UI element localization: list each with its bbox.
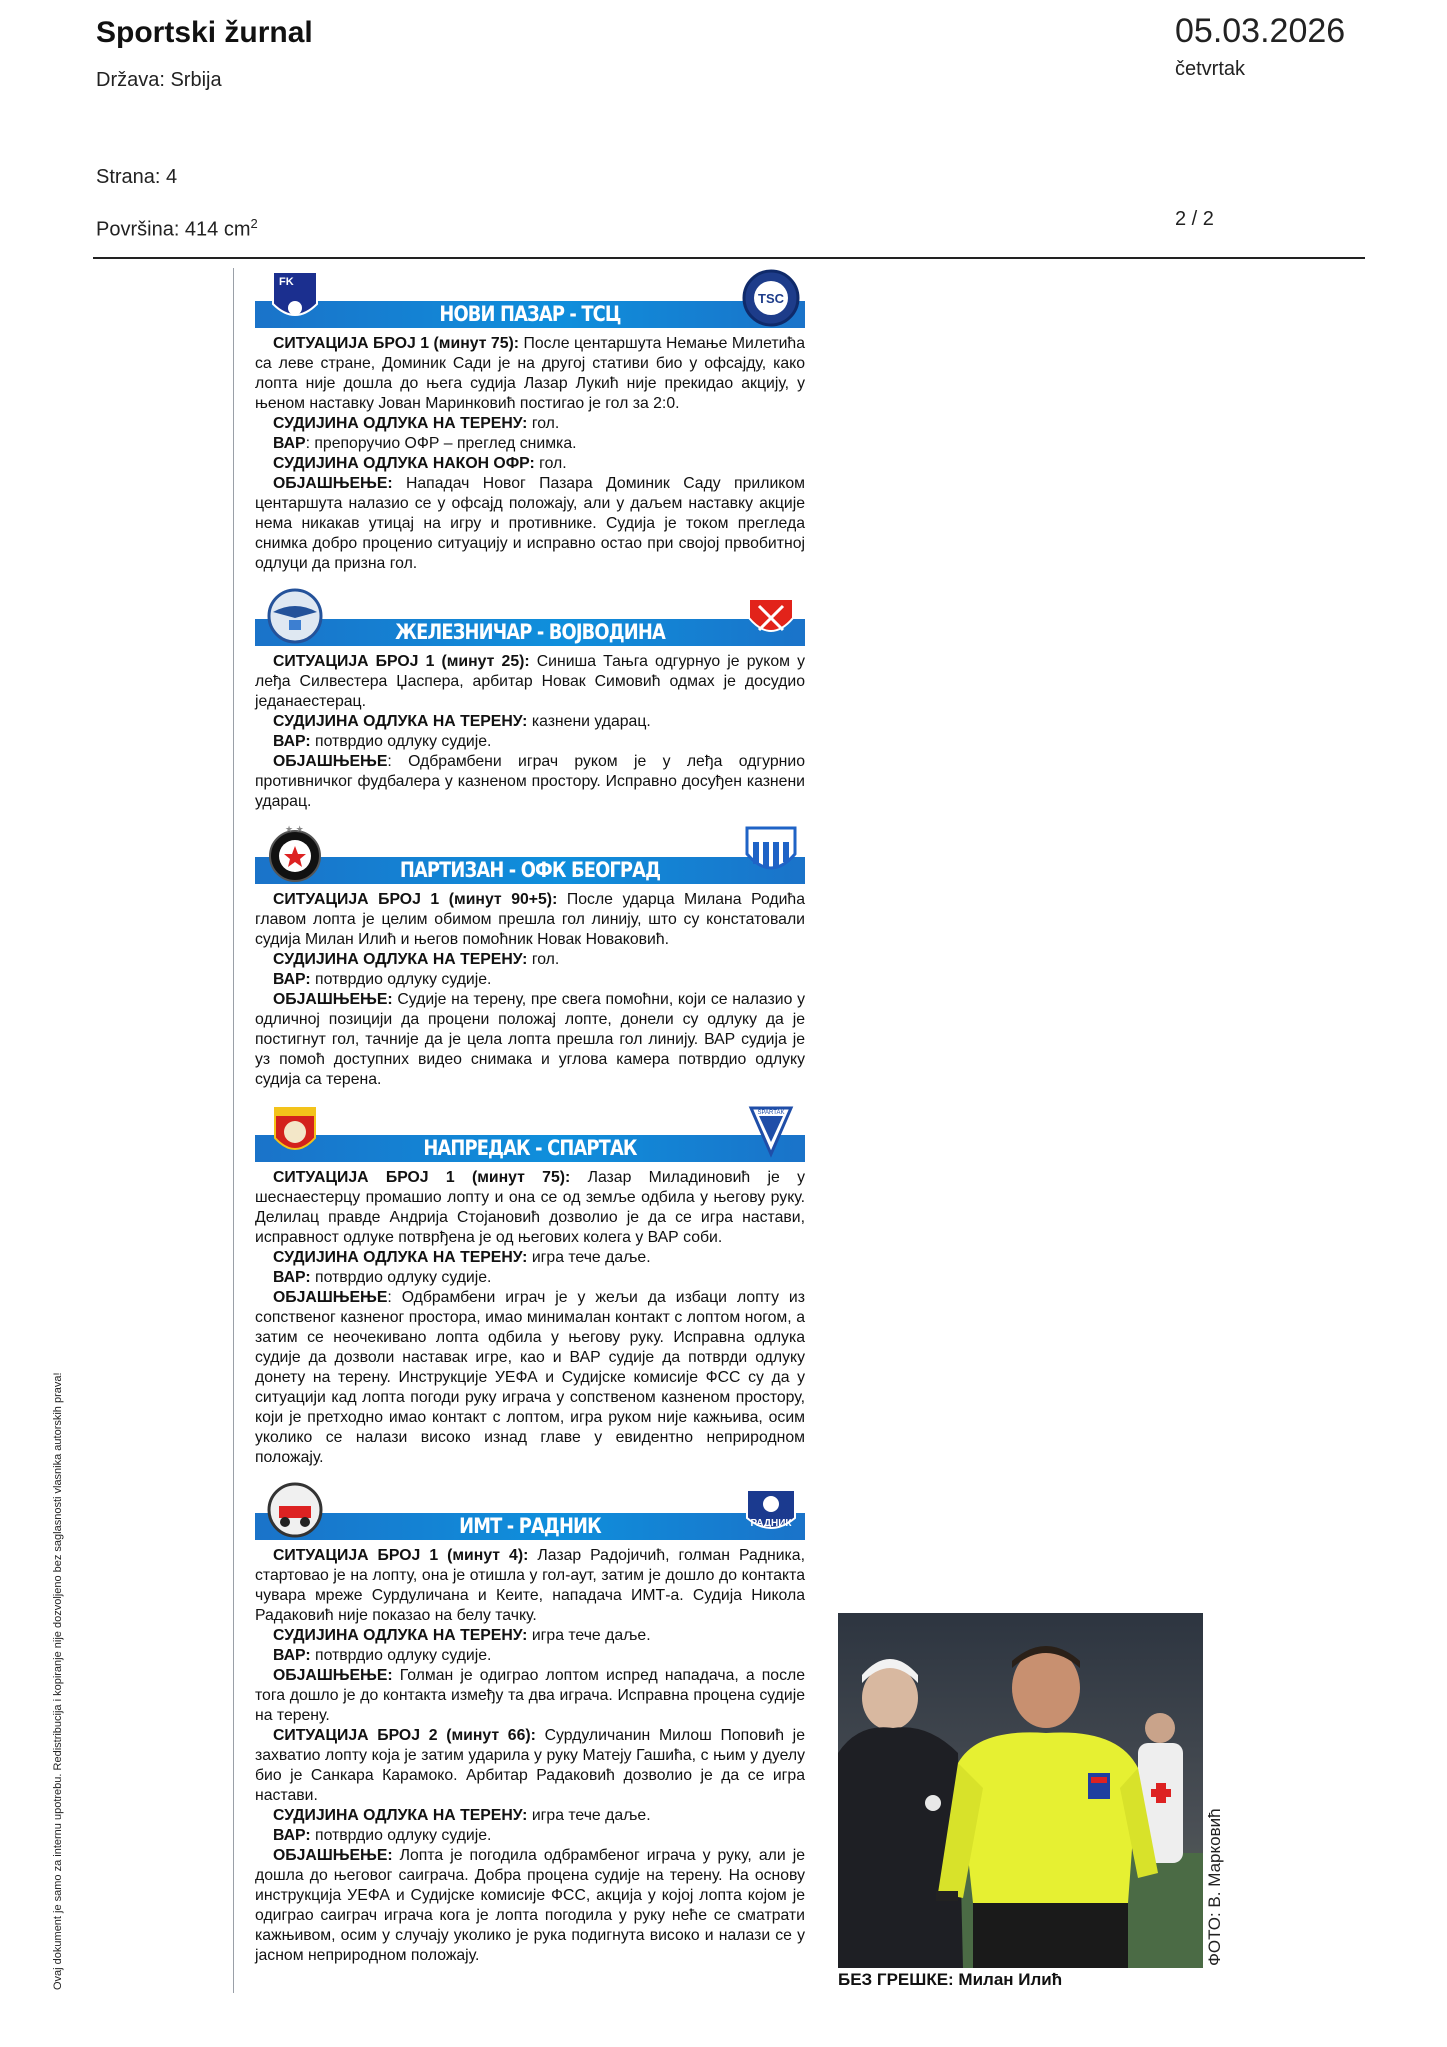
paragraph-text: Сурдуличанин Милош Поповић је захватио лопту која је затим ударила у руку Матеју Гашића, с њим у дуелу био је Санкара Карамоко. Арбитар Радаковић дозволио је да се игра настави. bbox=[255, 1727, 805, 1804]
article-paragraph bbox=[255, 1288, 805, 1468]
article-paragraph bbox=[255, 652, 805, 712]
match-section bbox=[255, 586, 805, 824]
article-paragraph bbox=[255, 334, 805, 414]
paragraph-label: ВАР bbox=[273, 435, 306, 452]
paragraph-text: потврдио одлуку судије. bbox=[310, 971, 492, 988]
paragraph-text: гол. bbox=[527, 951, 560, 968]
paragraph-label: ОБЈАШЊЕЊЕ: bbox=[273, 1847, 393, 1864]
article-paragraph bbox=[255, 1806, 805, 1826]
header-divider bbox=[93, 257, 1365, 259]
article-paragraph bbox=[255, 752, 805, 812]
paragraph-text: потврдио одлуку судије. bbox=[310, 1827, 492, 1844]
paragraph-label: ОБЈАШЊЕЊЕ: bbox=[273, 1667, 393, 1684]
article-paragraph bbox=[255, 950, 805, 970]
paragraph-label: СУДИЈИНА ОДЛУКА НА ТЕРЕНУ: bbox=[273, 951, 528, 968]
paragraph-text: потврдио одлуку судије. bbox=[310, 1269, 492, 1286]
article-paragraph bbox=[255, 1626, 805, 1646]
paragraph-label: СИТУАЦИЈА БРОЈ 1 (минут 4): bbox=[273, 1547, 529, 1564]
article-paragraph bbox=[255, 1248, 805, 1268]
match-title: НОВИ ПАЗАР - ТСЦ bbox=[439, 302, 621, 326]
article-column bbox=[255, 268, 805, 1978]
paragraph-text: : Одбрамбени играч руком је у леђа одгурнио противничког фудбалера у казненом простору. Исправно досуђен казнени ударац. bbox=[255, 753, 805, 810]
paragraph-text: потврдио одлуку судије. bbox=[310, 1647, 492, 1664]
paragraph-text: После ударца Милана Родића главом лопта је целим обимом прешла гол линију, што су констатовали судија Милан Илић и његов помоћник Новак Новаковић. bbox=[255, 891, 805, 948]
match-title: ПАРТИЗАН - ОФК БЕОГРАД bbox=[399, 858, 661, 882]
issue-weekday: četvrtak bbox=[1175, 58, 1246, 80]
paragraph-text: : Одбрамбени играч је у жељи да избаци лопту из сопственог казненог простора, имао минималан контакт с лоптом ногом, а затим се неочекивано лопта одбила у његову руку. Исправна одлука судије да дозволи наставак игре, као и ВАР судије да потврди одлуку донету на терену. Инструкције УЕФА и Судијске комисије ФСС су да у ситуацији кад лопта погоди руку играча у сопственом казненом простору, који је претходно имао контакт с лоптом, игра руком није кажњива, осим уколико се налази високо изнад главе у евидентно неприродном положају. bbox=[255, 1289, 805, 1466]
section-gap bbox=[255, 1468, 805, 1480]
logo-stars: ★ ★ bbox=[285, 824, 304, 834]
paragraph-label: СУДИЈИНА ОДЛУКА НА ТЕРЕНУ: bbox=[273, 713, 528, 730]
article-paragraph bbox=[255, 1268, 805, 1288]
article-paragraph bbox=[255, 1846, 805, 1966]
article-paragraph bbox=[255, 1546, 805, 1626]
page-number-label: Strana: 4 bbox=[96, 166, 178, 188]
paragraph-label: СУДИЈИНА ОДЛУКА НА ТЕРЕНУ: bbox=[273, 415, 528, 432]
photo-caption: БЕЗ ГРЕШКЕ: Милан Илић bbox=[838, 1970, 1063, 1989]
page-counter: 2 / 2 bbox=[1175, 208, 1214, 230]
paragraph-label: ОБЈАШЊЕЊЕ bbox=[273, 1289, 388, 1306]
match-banner bbox=[255, 824, 805, 886]
paragraph-text: : препоручио ОФР – преглед снимка. bbox=[305, 435, 577, 452]
paragraph-text: игра тече даље. bbox=[527, 1249, 651, 1266]
match-banner bbox=[255, 1102, 805, 1164]
issue-date: 05.03.2026 bbox=[1175, 12, 1346, 50]
paragraph-text: Лопта је погодила одбрамбеног играча у руку, али је дошла до његовог саигрaча. Добра процена судије на терену. На основу инструкција УЕФА и Судијске комисије ФСС, акција у којој лопта којом је одиграо саиграч играча кога је лопта погодила у руку неће се сматрати кажњивом, осим у случају уколико је рука подигнута високо и налази се у јасном неприродном положају. bbox=[255, 1847, 805, 1964]
article-paragraph bbox=[255, 1646, 805, 1666]
zeleznicar-logo bbox=[263, 586, 327, 646]
paragraph-label: СУДИЈИНА ОДЛУКА НА ТЕРЕНУ: bbox=[273, 1807, 528, 1824]
paragraph-text: Нападач Новог Пазара Доминик Саду приликом центаршута налазио се у офсајд положају, али у даљем наставку акције нема никакав утицај на игру и противнике. Судија је током прегледа снимка добро проценио ситуацију и исправно остао при својој првобитној одлуци да призна гол. bbox=[255, 475, 805, 572]
section-gap bbox=[255, 1090, 805, 1102]
paragraph-text: Лазар Миладиновић је у шеснаестерцу промашио лопту и она се од земље одбила у његову руку. Делилац правде Андрија Стојановић дозволио је да се игра настави, исправност одлуке потврђена је од његових колега у ВАР соби. bbox=[255, 1169, 805, 1246]
paragraph-label: СИТУАЦИЈА БРОЈ 1 (минут 75): bbox=[273, 1169, 571, 1186]
radnik-logo bbox=[739, 1480, 803, 1540]
partizan-logo bbox=[263, 824, 327, 884]
paragraph-label: СИТУАЦИЈА БРОЈ 1 (минут 25): bbox=[273, 653, 530, 670]
article-paragraph bbox=[255, 990, 805, 1090]
paragraph-label: ВАР: bbox=[273, 1269, 311, 1286]
paragraph-text: гол. bbox=[534, 455, 567, 472]
logo-text: РАДНИК bbox=[750, 1518, 792, 1529]
match-section bbox=[255, 1480, 805, 1978]
article-paragraph bbox=[255, 712, 805, 732]
paragraph-text: игра тече даље. bbox=[527, 1807, 651, 1824]
match-title: ИМТ - РАДНИК bbox=[459, 1514, 601, 1538]
paragraph-text: игра тече даље. bbox=[527, 1627, 651, 1644]
logo-text: SPARTAK bbox=[757, 1110, 785, 1116]
article-paragraph bbox=[255, 1168, 805, 1248]
match-section bbox=[255, 1102, 805, 1480]
paragraph-text: После центаршута Немање Милетића са леве стране, Доминик Сади је на другој стативи био у офсајду, како лопта није дошла до њега судија Лазар Лукић није прекидао акцију, у њеном наставку Јован Маринковић постигао је гол за 2:0. bbox=[255, 335, 805, 412]
article-paragraph bbox=[255, 1826, 805, 1846]
paragraph-text: гол. bbox=[527, 415, 560, 432]
logo-text: TSC bbox=[758, 291, 784, 306]
paragraph-label: ОБЈАШЊЕЊЕ bbox=[273, 753, 388, 770]
paragraph-label: СИТУАЦИЈА БРОЈ 1 (минут 90+5): bbox=[273, 891, 558, 908]
section-gap bbox=[255, 574, 805, 586]
article-paragraph bbox=[255, 454, 805, 474]
match-banner bbox=[255, 586, 805, 648]
napredak-logo bbox=[263, 1102, 327, 1162]
paragraph-text: Судије на терену, пре свега помоћни, који се налазио у одличној позицији да процени положај лопте, донели су одлуку да је постигнут гол, тачније да је цела лопта прешла гол линију. ВАР судија је уз помоћ доступних видео снимака и углова камера потврдио одлуку судија са терена. bbox=[255, 991, 805, 1088]
paragraph-label: СИТУАЦИЈА БРОЈ 2 (минут 66): bbox=[273, 1727, 536, 1744]
section-gap bbox=[255, 812, 805, 824]
paragraph-label: ВАР: bbox=[273, 971, 311, 988]
article-paragraph bbox=[255, 434, 805, 454]
article-paragraph bbox=[255, 732, 805, 752]
copyright-side-note: Ovaj dokument je samo za internu upotrebu. Redistribucija i kopiranje nije dozvoljeno bez saglasnosti vlasnika autorskih prava! bbox=[52, 1372, 64, 1990]
referee-photo bbox=[838, 1613, 1203, 1968]
article-paragraph bbox=[255, 1726, 805, 1806]
paragraph-label: ВАР: bbox=[273, 1647, 311, 1664]
vojvodina-logo bbox=[739, 586, 803, 646]
paragraph-label: СИТУАЦИЈА БРОЈ 1 (минут 75): bbox=[273, 335, 520, 352]
match-section bbox=[255, 268, 805, 586]
referee-photo-image bbox=[838, 1613, 1203, 1968]
paragraph-label: СУДИЈИНА ОДЛУКА НАКОН ОФР: bbox=[273, 455, 535, 472]
novi-pazar-logo bbox=[263, 268, 327, 328]
paragraph-label: ОБЈАШЊЕЊЕ: bbox=[273, 991, 393, 1008]
article-paragraph bbox=[255, 474, 805, 574]
paragraph-text: Лазар Радојичић, голман Радника, стартовао је на лопту, она је отишла у гол-аут, затим је дошло до контакта чувара мреже Сурдуличана и Кеите, нападача ИМТ-а. Судија Никола Радаковић није показао на белу тачку. bbox=[255, 1547, 805, 1624]
imt-logo bbox=[263, 1480, 327, 1540]
spartak-logo bbox=[739, 1102, 803, 1162]
paragraph-text: потврдио одлуку судије. bbox=[310, 733, 492, 750]
match-title: НАПРЕДАК - СПАРТАК bbox=[423, 1136, 637, 1160]
article-paragraph bbox=[255, 1666, 805, 1726]
section-gap bbox=[255, 1966, 805, 1978]
tsc-logo bbox=[739, 268, 803, 328]
match-section bbox=[255, 824, 805, 1102]
column-rule bbox=[233, 268, 234, 1993]
area-label: Površina: 414 $cm^2$ bbox=[96, 216, 258, 241]
match-title: ЖЕЛЕЗНИЧАР - ВОЈВОДИНА bbox=[395, 620, 665, 644]
paragraph-text: казнени ударац. bbox=[527, 713, 651, 730]
match-banner bbox=[255, 1480, 805, 1542]
paragraph-label: ОБЈАШЊЕЊЕ: bbox=[273, 475, 393, 492]
match-banner bbox=[255, 268, 805, 330]
photo-credit: ФОТО: В. Марковић bbox=[1205, 1808, 1224, 1966]
country-label: Država: Srbija bbox=[96, 69, 222, 91]
article-paragraph bbox=[255, 890, 805, 950]
paragraph-label: СУДИЈИНА ОДЛУКА НА ТЕРЕНУ: bbox=[273, 1249, 528, 1266]
paragraph-text: Синиша Тањга одгурнуо је руком у леђа Силвестера Џаспера, арбитар Новак Симовић одмах је досудио једанаестерац. bbox=[255, 653, 805, 710]
paragraph-label: ВАР: bbox=[273, 1827, 311, 1844]
article-paragraph bbox=[255, 414, 805, 434]
publication-name: Sportski žurnal bbox=[96, 16, 313, 49]
paragraph-text: Голман је одиграо лоптом испред нападача, а после тога дошло је до контакта између та два играча. Исправна процена судије на терену. bbox=[255, 1667, 805, 1724]
paragraph-label: СУДИЈИНА ОДЛУКА НА ТЕРЕНУ: bbox=[273, 1627, 528, 1644]
paragraph-label: ВАР: bbox=[273, 733, 311, 750]
logo-text: FK bbox=[279, 276, 294, 288]
article-paragraph bbox=[255, 970, 805, 990]
ofk-beograd-logo bbox=[739, 824, 803, 884]
